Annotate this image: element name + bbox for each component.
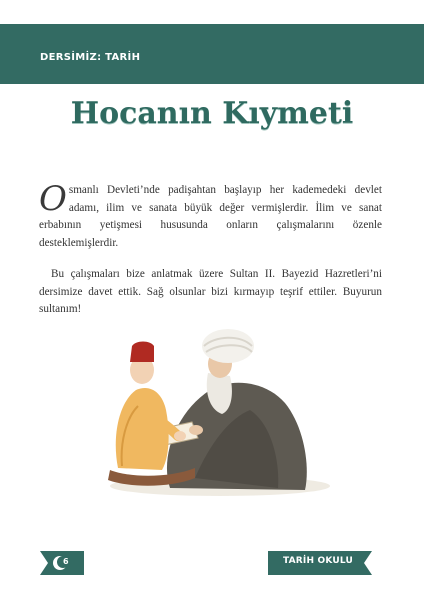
scholar-child-illustration (100, 318, 330, 498)
child-fez (130, 342, 154, 363)
footer-ribbon-left (40, 551, 84, 575)
intro-paragraph-text: smanlı Devleti’nde padişahtan başlayıp her kademedeki devlet adamı, ilim ve sanata büyük değer vermişlerdir. İlim ve sanat erbabının yetişmesi hususunda onların çalışmalarını özenle desteklemişlerdir. (39, 184, 382, 249)
drop-cap: O (39, 179, 67, 219)
page-title: Hocanın Kıymeti (70, 96, 354, 131)
section-label: DERSİMİZ: TARİH (40, 52, 141, 63)
child-robe (116, 388, 169, 470)
header-band (0, 24, 424, 84)
page-number: 6 (63, 557, 69, 566)
intro-paragraph (39, 179, 382, 252)
invitation-paragraph: Bu çalışmaları bize anlatmak üzere Sultan II. Bayezid Hazretleri’ni dersimize davet ettik. Sağ olsunlar bizi kırmayıp teşrif ettiler. Buyurun sultanım! (39, 268, 382, 315)
footer-label: TARİH OKULU (283, 556, 354, 566)
